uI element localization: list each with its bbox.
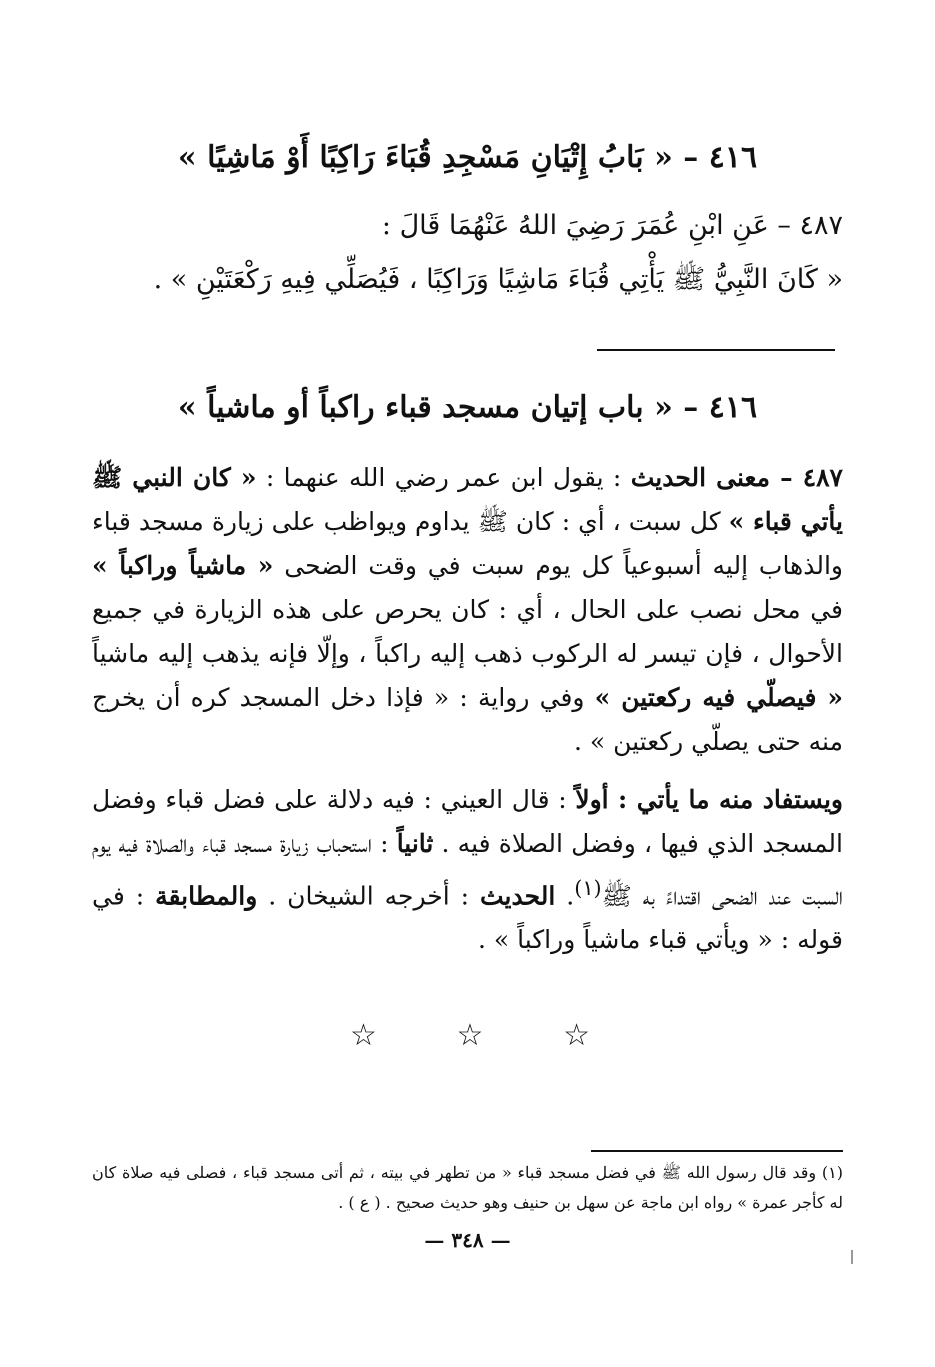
quote-bold: « ماشياً وراكباً » <box>92 551 274 580</box>
commentary-text: كل سبت ، أي : كان ﷺ يداوم ويواظب على زيارة مسجد قباء والذهاب إليه أسبوعياً كل يوم سبت في وقت الضحى <box>92 507 843 580</box>
commentary-number: ٤٨٧ – <box>769 463 843 492</box>
hadith-text-line: « كَانَ النَّبِيُّ ﷺ يَأْتِي قُبَاءَ مَاشِيًا وَرَاكِبًا ، فَيُصَلِّي فِيهِ رَكْعَتَيْنِ » . <box>153 264 843 295</box>
commentary-text: : يقول ابن عمر رضي الله عنهما : <box>256 463 631 492</box>
star-icon: ☆ <box>563 1018 590 1053</box>
footnote-ref[interactable]: (١) <box>574 876 602 900</box>
benefits-text: : في قوله : « ويأتي قباء ماشياً وراكباً » . <box>92 881 843 955</box>
commentary-text: في محل نصب على الحال ، أي : كان يحرص على هذه الزيارة في جميع الأحوال ، فإن تيسر له الركوب ذهب إليه راكباً ، وإلّا فإنه يذهب إليه ماشياً <box>92 595 843 668</box>
footnote: (١) وقد قال رسول الله ﷺ في فضل مسجد قباء « من تطهر في بيته ، ثم أتى مسجد قباء ، فصلى فيه صلاة كان له كأجر عمرة » رواه ابن ماجة عن سهل بن حنيف وهو حديث صحيح . ( ع ) . <box>92 1163 843 1212</box>
heading-benefits: ويستفاد منه ما يأتي : أولاً <box>575 785 843 814</box>
chapter-title-plain: ٤١٦ – « باب إتيان مسجد قباء راكباً أو ماشياً » <box>177 390 758 425</box>
benefits-text: : أخرجه الشيخان . <box>257 881 480 911</box>
heading-meaning: معنى الحديث <box>630 463 770 492</box>
star-icon: ☆ <box>456 1018 484 1053</box>
benefits-text: : استحباب زيارة مسجد قباء والصلاة فيه يوم السبت عند الضحى اقتداءً به ﷺ <box>92 829 843 911</box>
separator-stars <box>350 1018 590 1053</box>
heading-match: والمطابقة <box>155 881 258 911</box>
benefits-paragraph <box>92 778 843 962</box>
commentary-text: وفي رواية : « فإذا دخل المسجد كره أن يخرج منه حتى يصلّي ركعتين » . <box>92 683 843 756</box>
star-icon: ☆ <box>350 1018 377 1053</box>
page-number: — ٣٤٨ — <box>424 1228 511 1252</box>
margin-mark <box>851 1250 853 1264</box>
section-divider <box>597 349 835 351</box>
quote-bold: « فيصلّي فيه ركعتين » <box>594 683 843 712</box>
quote-bold: « كان النبي ﷺ يأتي قباء » <box>92 463 843 536</box>
benefits-text: : قال العيني : فيه دلالة على فضل قباء وفضل المسجد الذي فيها ، وفضل الصلاة فيه . <box>92 785 843 858</box>
heading-hadith: الحديث <box>479 881 556 911</box>
hadith-chain-line: ٤٨٧ – عَنِ ابْنِ عُمَرَ رَضِيَ اللهُ عَنْهُمَا قَالَ : <box>381 210 843 241</box>
footnote-divider <box>591 1150 843 1152</box>
heading-second: ثانياً <box>396 829 434 858</box>
commentary-paragraph <box>92 456 843 764</box>
benefits-text: . <box>555 881 575 911</box>
chapter-title-vocalized: ٤١٦ – « بَابُ إِتْيَانِ مَسْجِدِ قُبَاءَ رَاكِبًا أَوْ مَاشِيًا » <box>177 140 758 175</box>
